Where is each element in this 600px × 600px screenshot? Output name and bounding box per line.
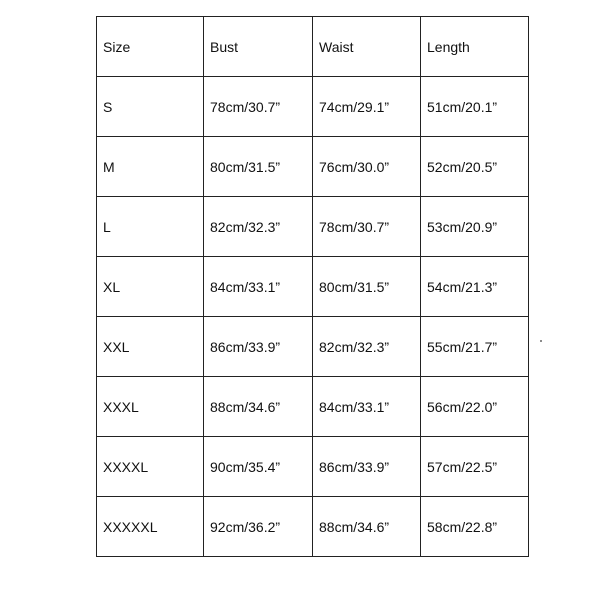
cell-size: XXXXXL [97,497,204,557]
cell-waist: 86cm/33.9” [313,437,421,497]
cell-size: S [97,77,204,137]
cell-size: L [97,197,204,257]
cell-length: 54cm/21.3” [421,257,529,317]
table-row [97,77,529,137]
cell-waist: 74cm/29.1” [313,77,421,137]
table-row [97,317,529,377]
cell-length: 52cm/20.5” [421,137,529,197]
header-waist: Waist [313,17,421,77]
cell-bust: 84cm/33.1” [204,257,313,317]
cell-size: XL [97,257,204,317]
cell-bust: 80cm/31.5” [204,137,313,197]
cell-bust: 88cm/34.6” [204,377,313,437]
cell-length: 51cm/20.1” [421,77,529,137]
table-row [97,497,529,557]
cell-size: XXXL [97,377,204,437]
cell-bust: 90cm/35.4” [204,437,313,497]
cell-size: XXL [97,317,204,377]
header-size: Size [97,17,204,77]
table-row [97,197,529,257]
cell-bust: 86cm/33.9” [204,317,313,377]
table-row [97,437,529,497]
cell-length: 56cm/22.0” [421,377,529,437]
cell-bust: 92cm/36.2” [204,497,313,557]
cell-bust: 78cm/30.7” [204,77,313,137]
table-row [97,137,529,197]
header-bust: Bust [204,17,313,77]
table-row [97,377,529,437]
cell-size: XXXXL [97,437,204,497]
table-header-row [97,17,529,77]
cell-waist: 80cm/31.5” [313,257,421,317]
stray-dot-mark [540,340,542,342]
cell-waist: 76cm/30.0” [313,137,421,197]
cell-length: 57cm/22.5” [421,437,529,497]
cell-waist: 84cm/33.1” [313,377,421,437]
cell-waist: 88cm/34.6” [313,497,421,557]
cell-bust: 82cm/32.3” [204,197,313,257]
cell-size: M [97,137,204,197]
cell-length: 53cm/20.9” [421,197,529,257]
table-row [97,257,529,317]
cell-length: 58cm/22.8” [421,497,529,557]
cell-waist: 78cm/30.7” [313,197,421,257]
cell-length: 55cm/21.7” [421,317,529,377]
cell-waist: 82cm/32.3” [313,317,421,377]
header-length: Length [421,17,529,77]
size-chart-table [96,16,529,557]
